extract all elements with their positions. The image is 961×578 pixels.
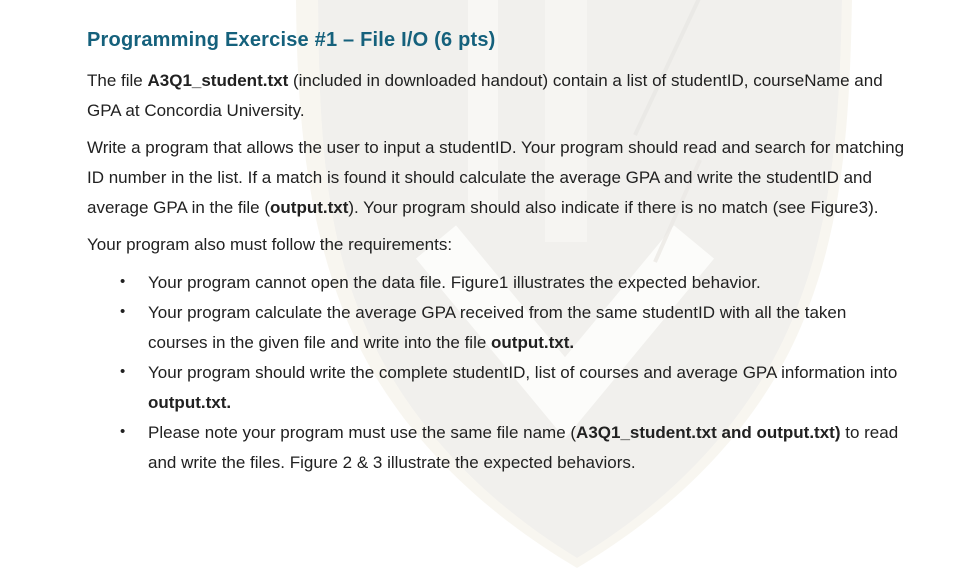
paragraph-file-description <box>87 66 905 126</box>
bullet-icon: • <box>120 273 126 290</box>
bullet-icon: • <box>120 423 126 440</box>
text-run: Your program also must follow the requirements: <box>87 235 453 254</box>
text-run-bold: output.txt. <box>148 393 232 412</box>
requirement-item-average-gpa <box>87 298 905 358</box>
text-run-bold: output.txt <box>270 198 349 217</box>
paragraph-requirements-intro <box>87 230 905 260</box>
text-run-bold: output.txt. <box>491 333 575 352</box>
text-run: The file <box>87 71 148 90</box>
text-run: Your program cannot open the data file. Figure1 illustrates the expected behavior. <box>148 273 761 292</box>
text-run: ). Your program should also indicate if there is no match (see Figure3). <box>348 198 879 217</box>
requirement-item-write-output <box>87 358 905 418</box>
text-run: Write a program that allows the user to input a studentID. Your program should read and search for matching ID number in the list. If a match is found it should calculate the average GPA and write the studentID and average GPA in the file ( <box>87 138 905 217</box>
text-run-bold: A3Q1_student.txt <box>147 71 289 90</box>
requirement-item-file-names <box>87 418 905 478</box>
document-content <box>87 27 905 478</box>
paragraph-program-description <box>87 133 905 223</box>
requirements-list <box>87 268 905 478</box>
requirement-item-open-file <box>87 268 905 298</box>
text-run-bold: A3Q1_student.txt and output.txt) <box>576 423 841 442</box>
exercise-title: Programming Exercise #1 – File I/O (6 pts) <box>87 29 496 51</box>
text-run: Your program should write the complete studentID, list of courses and average GPA information into <box>148 363 898 382</box>
bullet-icon: • <box>120 303 126 320</box>
bullet-icon: • <box>120 363 126 380</box>
text-run: to read and write the files. Figure 2 & 3 illustrate the expected behaviors. <box>148 423 899 472</box>
text-run: Please note your program must use the same file name ( <box>148 423 577 442</box>
text-run: (included in downloaded handout) contain a list of studentID, courseName and GPA at Concordia University. <box>87 71 883 120</box>
text-run: Your program calculate the average GPA received from the same studentID with all the taken courses in the given file and write into the file <box>148 303 847 352</box>
